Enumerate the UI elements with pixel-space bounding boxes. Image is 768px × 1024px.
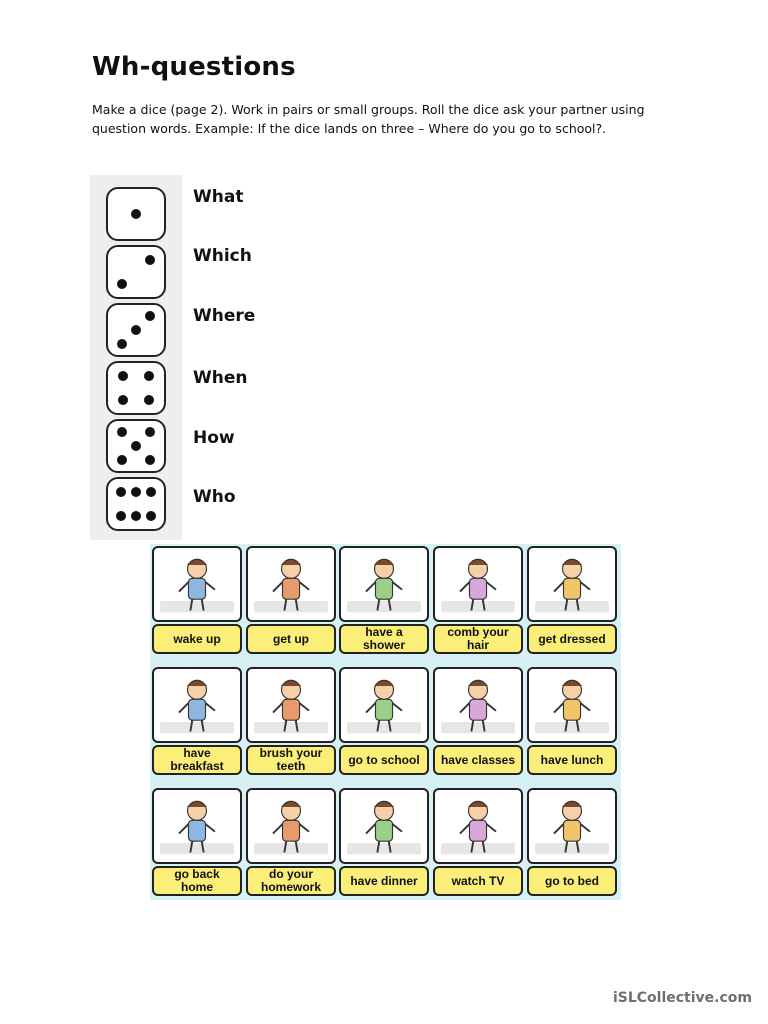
card-label: go to bed [527, 866, 617, 896]
cartoon-figure-icon [341, 669, 427, 741]
card-illustration [152, 667, 242, 743]
question-word-when: When [193, 368, 248, 388]
die-pip [118, 371, 128, 381]
card-label: get dressed [527, 624, 617, 654]
cartoon-figure-icon [435, 548, 521, 620]
card-illustration [152, 788, 242, 864]
dice-panel [90, 175, 182, 540]
die-pip [144, 371, 154, 381]
card-illustration [152, 546, 242, 622]
die-pip [145, 311, 155, 321]
card-illustration [433, 788, 523, 864]
card-label: brush your teeth [246, 745, 336, 775]
cartoon-figure-icon [154, 669, 240, 741]
cartoon-figure-icon [248, 548, 334, 620]
cartoon-figure-icon [529, 548, 615, 620]
card-illustration [433, 546, 523, 622]
die-pip [117, 279, 127, 289]
die-one [106, 187, 166, 241]
card-label: watch TV [433, 866, 523, 896]
die-three [106, 303, 166, 357]
die-pip [146, 487, 156, 497]
cartoon-figure-icon [341, 790, 427, 862]
die-pip [145, 255, 155, 265]
die-pip [117, 339, 127, 349]
card-illustration [246, 546, 336, 622]
die-pip [131, 441, 141, 451]
question-word-which: Which [193, 246, 252, 266]
card-illustration [527, 788, 617, 864]
cartoon-figure-icon [248, 669, 334, 741]
card-label: have dinner [339, 866, 429, 896]
die-four [106, 361, 166, 415]
daily-routine-card-grid [150, 544, 621, 900]
card-illustration [339, 546, 429, 622]
cartoon-figure-icon [435, 669, 521, 741]
die-pip [145, 427, 155, 437]
die-five [106, 419, 166, 473]
page-title: Wh-questions [92, 52, 296, 82]
cartoon-figure-icon [248, 790, 334, 862]
card-label: have a shower [339, 624, 429, 654]
card-illustration [246, 788, 336, 864]
die-two [106, 245, 166, 299]
die-pip [146, 511, 156, 521]
card-label: have lunch [527, 745, 617, 775]
watermark: iSLCollective.com [612, 990, 752, 1006]
card-label: go back home [152, 866, 242, 896]
cartoon-figure-icon [154, 790, 240, 862]
die-pip [117, 455, 127, 465]
die-pip [131, 487, 141, 497]
card-label: comb your hair [433, 624, 523, 654]
card-label: have breakfast [152, 745, 242, 775]
card-label: have classes [433, 745, 523, 775]
die-pip [145, 455, 155, 465]
card-illustration [527, 546, 617, 622]
card-illustration [339, 788, 429, 864]
die-pip [118, 395, 128, 405]
card-illustration [433, 667, 523, 743]
cartoon-figure-icon [341, 548, 427, 620]
card-label: go to school [339, 745, 429, 775]
card-illustration [527, 667, 617, 743]
card-illustration [339, 667, 429, 743]
die-pip [131, 511, 141, 521]
question-word-how: How [193, 428, 235, 448]
question-word-what: What [193, 187, 244, 207]
cartoon-figure-icon [529, 669, 615, 741]
instructions-text: Make a dice (page 2). Work in pairs or small groups. Roll the dice ask your partner using question words. Example: If the dice lands on three – Where do you go to school?. [92, 102, 645, 136]
die-pip [117, 427, 127, 437]
die-pip [116, 487, 126, 497]
die-pip [116, 511, 126, 521]
die-pip [131, 325, 141, 335]
die-pip [131, 209, 141, 219]
card-label: get up [246, 624, 336, 654]
cartoon-figure-icon [154, 548, 240, 620]
cartoon-figure-icon [435, 790, 521, 862]
card-label: do your homework [246, 866, 336, 896]
die-pip [144, 395, 154, 405]
die-six [106, 477, 166, 531]
cartoon-figure-icon [529, 790, 615, 862]
question-word-where: Where [193, 306, 256, 326]
question-word-who: Who [193, 487, 236, 507]
card-label: wake up [152, 624, 242, 654]
card-illustration [246, 667, 336, 743]
